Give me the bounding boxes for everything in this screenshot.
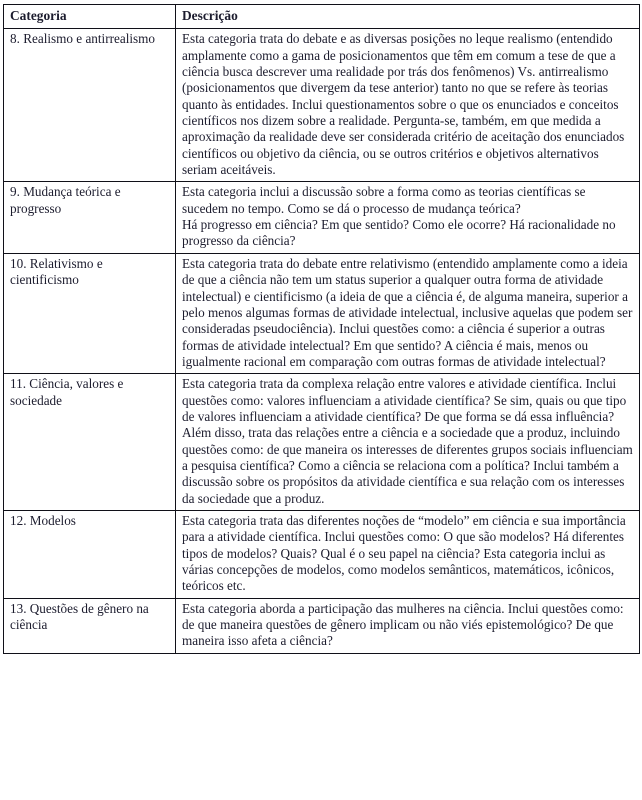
table-body: [4, 29, 640, 653]
cell-categoria: 8. Realismo e antirrealismo: [4, 29, 176, 182]
table-row: [4, 182, 640, 253]
table-row: [4, 598, 640, 653]
descricao-paragraph: Esta categoria trata das diferentes noções de “modelo” em ciência e sua importância para a atividade científica. Inclui questões como: O que são modelos? Há diferentes tipos de modelos? Quais? Qual é o seu papel na ciência? Esta categoria inclui as várias concepções de modelos, como modelos semânticos, matemáticos, icônicos, teóricos etc.: [182, 512, 626, 594]
cell-categoria: 12. Modelos: [4, 510, 176, 598]
cell-descricao: [176, 510, 640, 598]
table-row: [4, 253, 640, 373]
table-row: [4, 29, 640, 182]
descricao-paragraph: Esta categoria trata do debate e as diversas posições no leque realismo (entendido amplamente como a gama de posicionamentos que têm em comum a tese de que a ciência busca descrever uma realidade por trás dos fenômenos) Vs. antirrealismo (posicionamentos que divergem da tese anterior) tanto no que se refere às teorias quanto às entidades. Inclui questionamentos sobre o que os enunciados e conceitos científicos nos dizem sobre a realidade. Pergunta-se, também, em que medida a aproximação da realidade deve ser considerada critério de aceitação dos enunciados científicos ou objetivo da ciência, ou se outros critérios e objetivos alternativos seriam aceitáveis.: [182, 31, 625, 178]
cell-categoria: 10. Relativismo e cientificismo: [4, 253, 176, 373]
descricao-paragraph: Esta categoria aborda a participação das mulheres na ciência. Inclui questões como: de que maneira questões de gênero implicam ou não viés epistemológico? De que maneira isso afeta a ciência?: [182, 600, 624, 649]
descricao-paragraph: Há progresso em ciência? Em que sentido? Como ele ocorre? Há racionalidade no progresso da ciência?: [182, 217, 616, 249]
descricao-paragraph: Esta categoria trata da complexa relação entre valores e atividade científica. Inclui questões como: valores influenciam a atividade científica? Se sim, quais ou que tipo de valores influenciam a atividade científica? De que forma se dá essa influência? Além disso, trata das relações entre a ciência e a sociedade que a produz, incluindo questões como: de que maneira os interesses de diferentes grupos sociais influenciam a pesquisa científica? Como a ciência se relaciona com a política? Inclui também a discussão sobre os propósitos da atividade científica e sua relação com os interesses da sociedade que a produz.: [182, 376, 633, 506]
descricao-paragraph: Esta categoria trata do debate entre relativismo (entendido amplamente como a ideia de que a ciência não tem um status superior a qualquer outra forma de atividade intelectual) e cientificismo (a ideia de que a ciência é, de alguma maneira, superior a pelo menos algumas formas de atividade intelectual, inclusive aquelas que podem ser consideradas pseudociência). Inclui questões como: a ciência é superior a outras formas de atividade intelectual? Em que sentido? A ciência é mais, menos ou igualmente racional em comparação com outras formas de atividade intelectual?: [182, 255, 633, 369]
table-row: [4, 374, 640, 511]
cell-descricao: [176, 253, 640, 373]
table-header-row: [4, 5, 640, 29]
column-header-descricao: Descrição: [176, 5, 640, 29]
cell-categoria: 11. Ciência, valores e sociedade: [4, 374, 176, 511]
cell-categoria: 13. Questões de gênero na ciência: [4, 598, 176, 653]
cell-descricao: [176, 598, 640, 653]
table-header: [4, 5, 640, 29]
cell-descricao: [176, 374, 640, 511]
cell-categoria: 9. Mudança teórica e progresso: [4, 182, 176, 253]
categories-table: [3, 4, 640, 654]
cell-descricao: [176, 29, 640, 182]
descricao-paragraph: Esta categoria inclui a discussão sobre a forma como as teorias científicas se sucedem no tempo. Como se dá o processo de mudança teórica?: [182, 184, 586, 216]
table-row: [4, 510, 640, 598]
cell-descricao: [176, 182, 640, 253]
column-header-categoria: Categoria: [4, 5, 176, 29]
